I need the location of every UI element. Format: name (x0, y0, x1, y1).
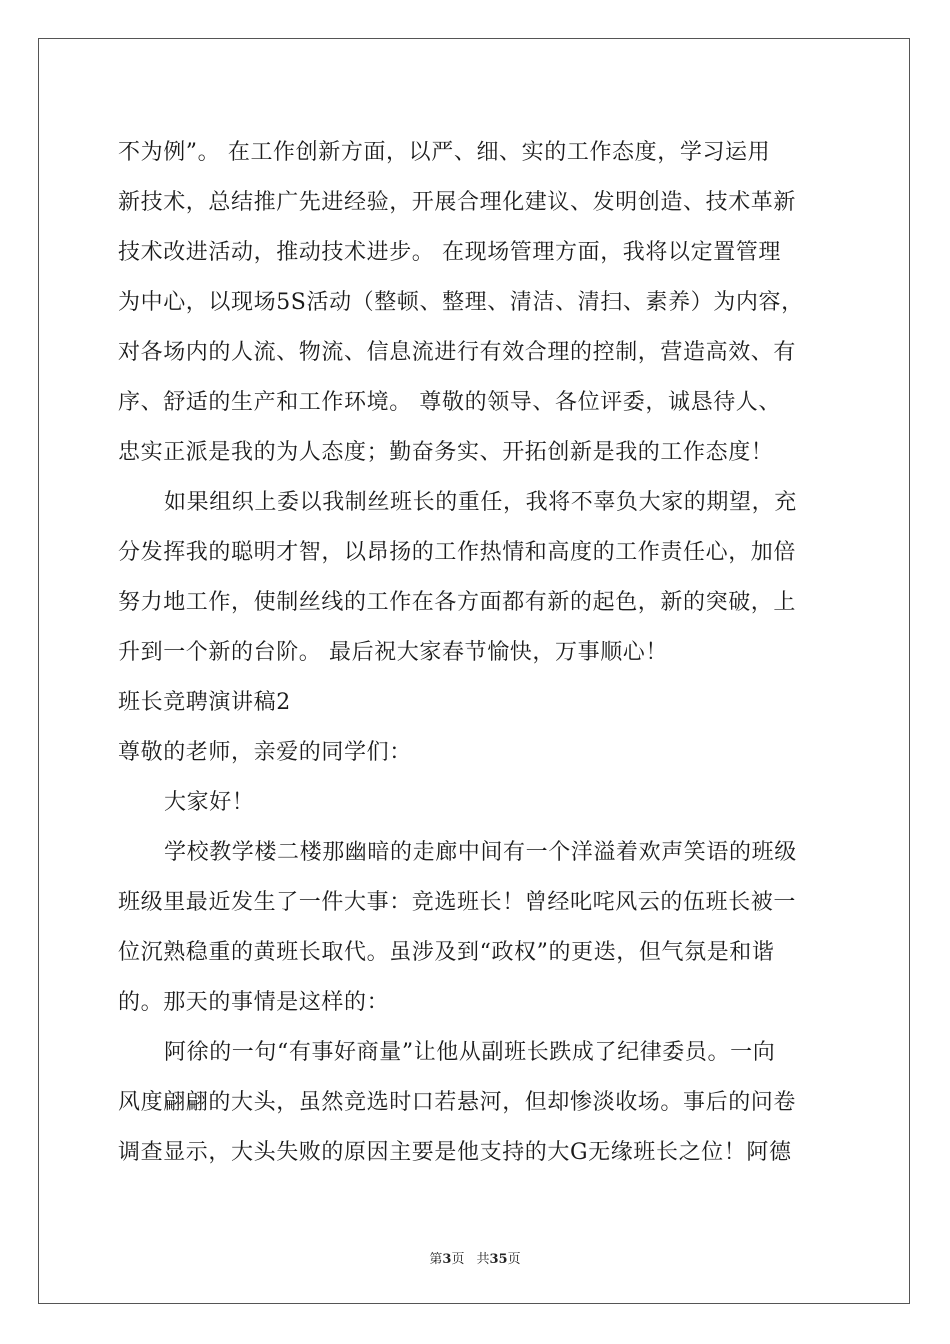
text-line: 调查显示，大头失败的原因主要是他支持的大G无缘班长之位！阿德 (118, 1140, 792, 1165)
current-page-number: 3 (442, 1252, 452, 1267)
total-page-number: 35 (489, 1252, 508, 1267)
text-line: 的。那天的事情是这样的： (118, 990, 390, 1015)
text-line: 技术改进活动，推动技术进步。 在现场管理方面，我将以定置管理 (118, 240, 781, 265)
text-line: 忠实正派是我的为人态度；勤奋务实、开拓创新是我的工作态度！ (118, 440, 774, 465)
paragraph-start-line: 阿徐的一句“有事好商量”让他从副班长跌成了纪律委员。一向 (164, 1040, 776, 1065)
paragraph-start-line: 如果组织上委以我制丝班长的重任，我将不辜负大家的期望，充 (164, 490, 797, 515)
total-suffix: 页 (507, 1252, 521, 1267)
text-line: 位沉熟稳重的黄班长取代。虽涉及到“政权”的更迭，但气氛是和谐 (118, 940, 775, 965)
page-footer (0, 1248, 950, 1267)
text-line: 新技术，总结推广先进经验，开展合理化建议、发明创造、技术革新 (118, 190, 797, 215)
greeting: 大家好！ (164, 790, 255, 815)
text-line: 序、舒适的生产和工作环境。 尊敬的领导、各位评委，诚恳待人、 (118, 390, 781, 415)
text-line: 风度翩翩的大头，虽然竞选时口若悬河，但却惨淡收场。事后的问卷 (118, 1090, 797, 1115)
document-body (118, 128, 848, 1178)
text-line: 对各场内的人流、物流、信息流进行有效合理的控制，营造高效、有 (118, 340, 797, 365)
text-line: 升到一个新的台阶。 最后祝大家春节愉快，万事顺心！ (118, 640, 668, 665)
text-line: 努力地工作，使制丝线的工作在各方面都有新的起色，新的突破，上 (118, 590, 797, 615)
text-line: 班级里最近发生了一件大事：竞选班长！曾经叱咤风云的伍班长被一 (118, 890, 797, 915)
section-title: 班长竞聘演讲稿2 (118, 690, 291, 715)
page-prefix: 第 (429, 1252, 443, 1267)
paragraph-start-line: 学校教学楼二楼那幽暗的走廊中间有一个洋溢着欢声笑语的班级 (164, 840, 797, 865)
text-line: 分发挥我的聪明才智，以昂扬的工作热情和高度的工作责任心，加倍 (118, 540, 797, 565)
salutation: 尊敬的老师，亲爱的同学们： (118, 740, 412, 765)
total-prefix: 共 (476, 1252, 490, 1267)
page-suffix: 页 (451, 1252, 465, 1267)
text-line: 为中心，以现场5S活动（整顿、整理、清洁、清扫、素养）为内容， (118, 290, 804, 315)
text-line: 不为例”。 在工作创新方面，以严、细、实的工作态度，学习运用 (118, 140, 771, 165)
